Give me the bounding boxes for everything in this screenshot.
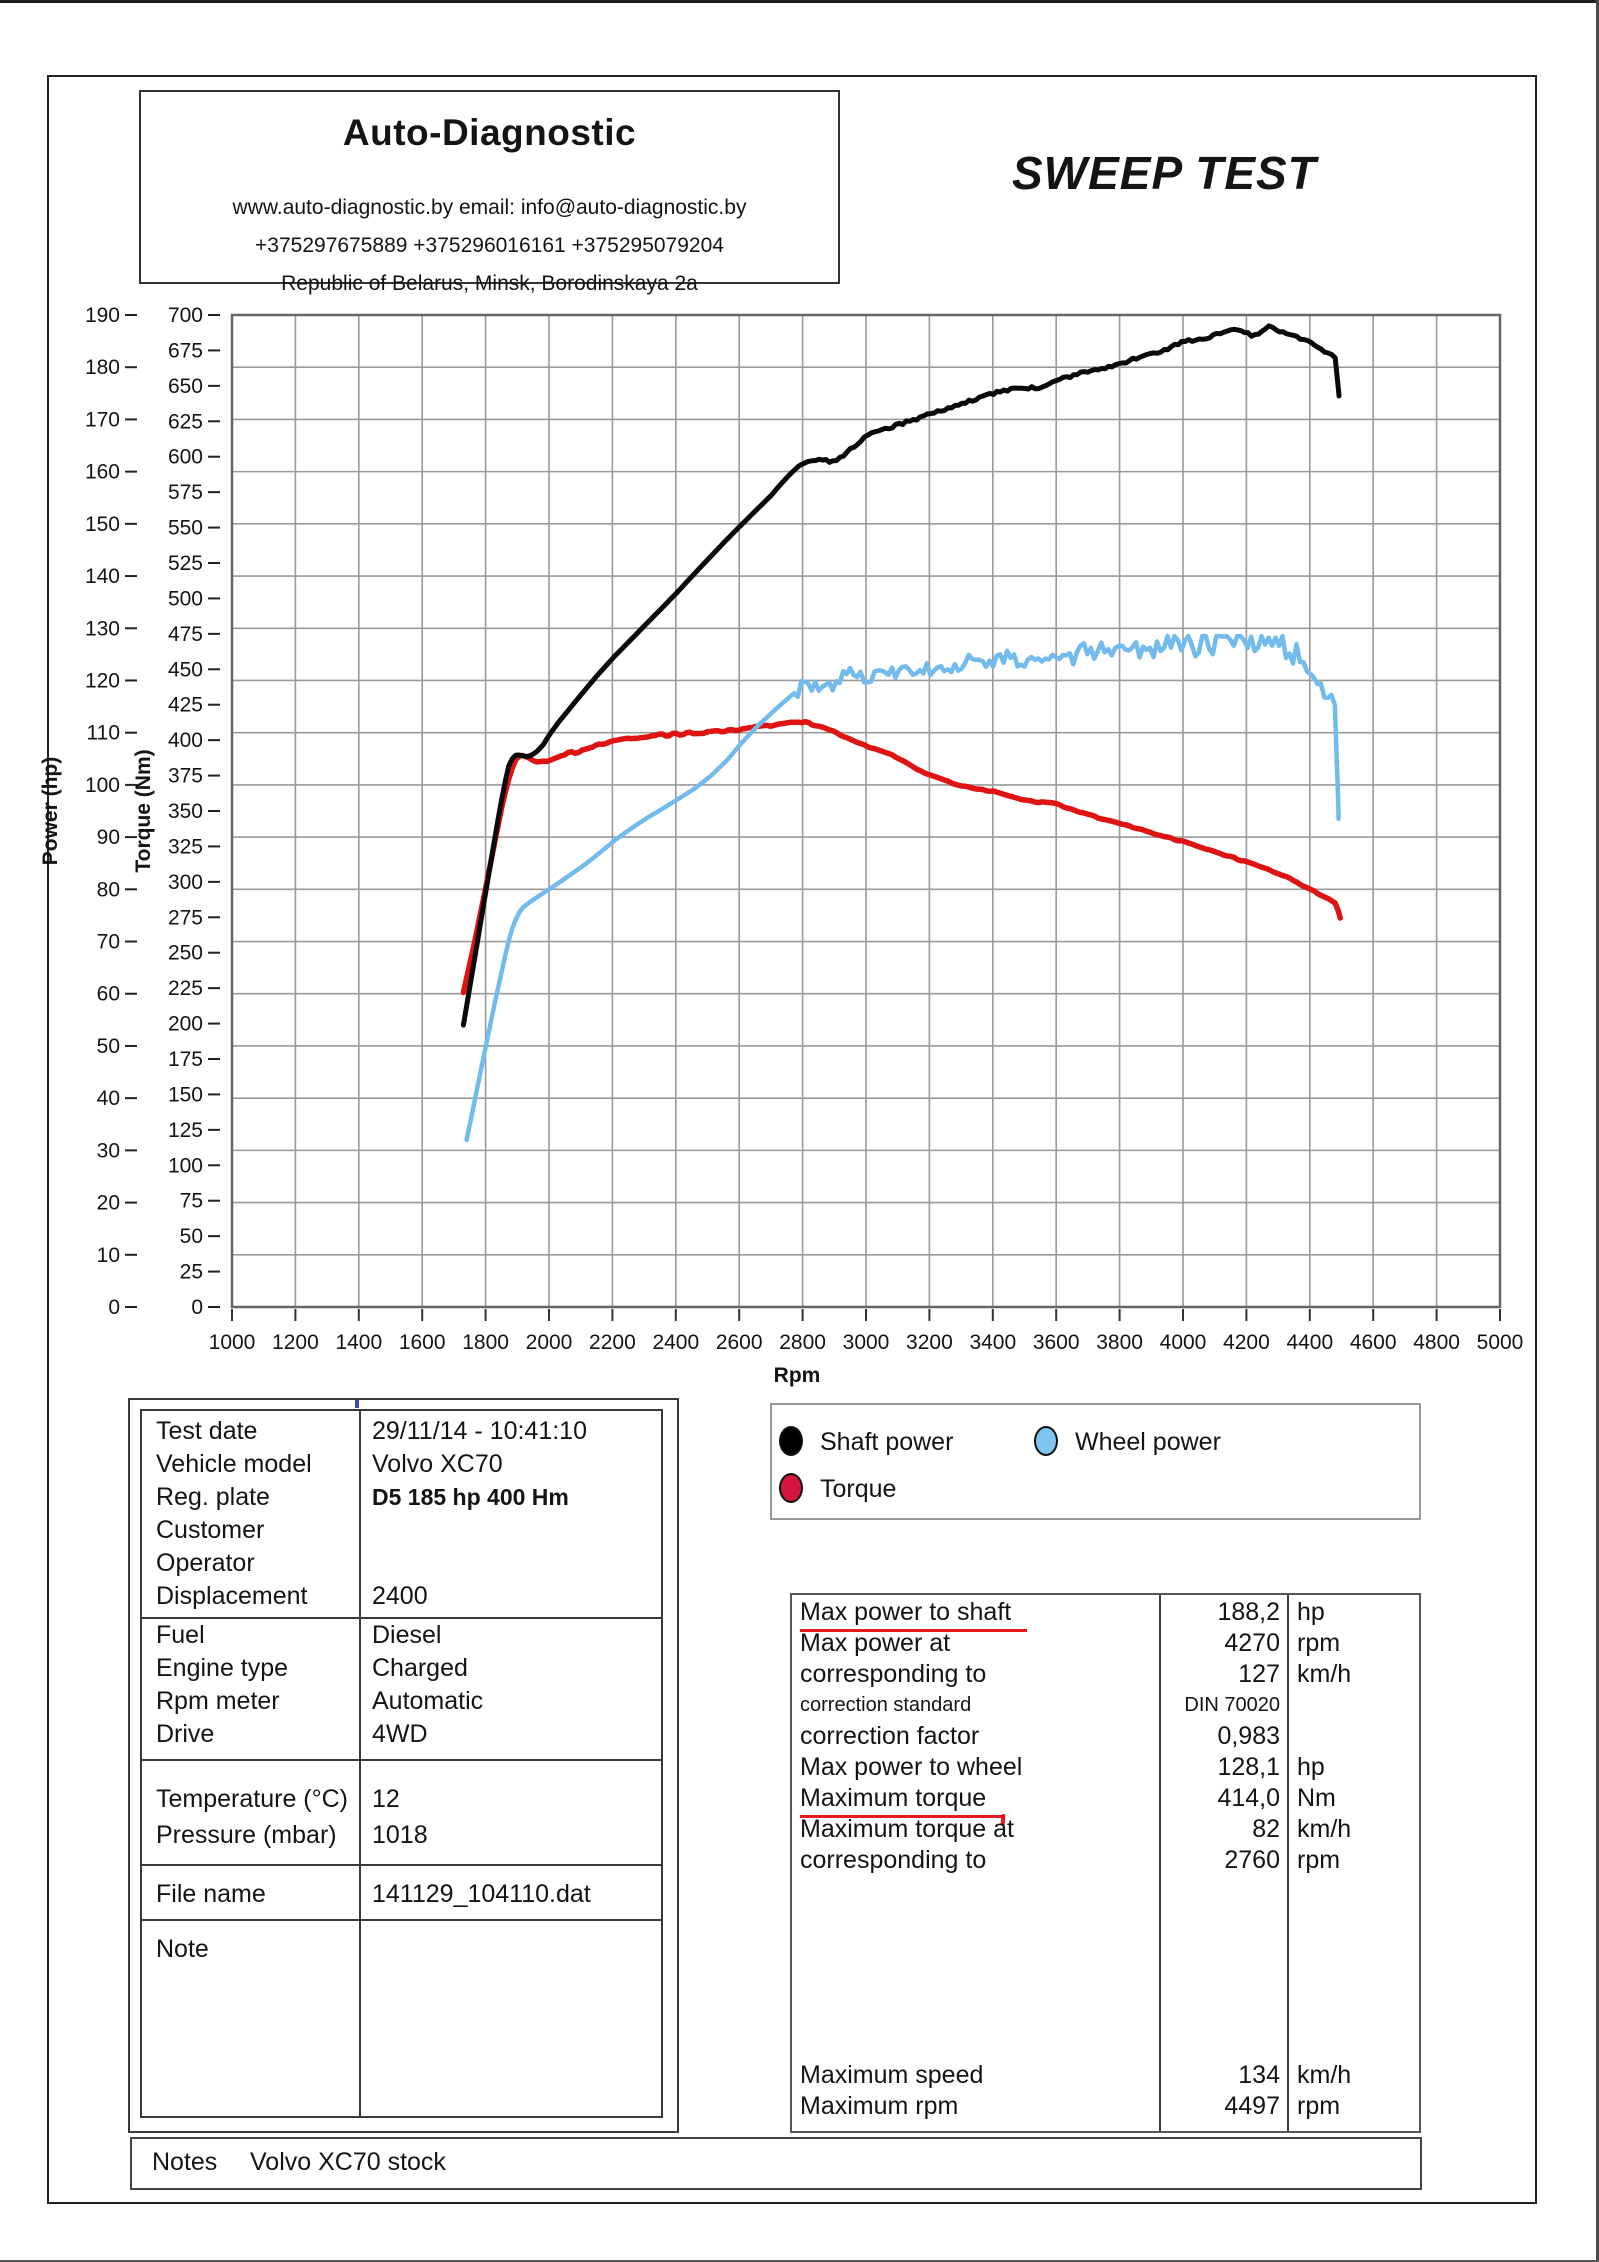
table-row — [142, 1448, 661, 1481]
result-unit: hp — [1297, 1753, 1325, 1781]
result-unit: km/h — [1297, 1815, 1352, 1843]
table-row — [792, 2060, 1419, 2091]
table-row — [792, 1814, 1419, 1845]
result-unit: Nm — [1297, 1784, 1336, 1812]
result-label: Max power at — [800, 1629, 951, 1657]
table-row — [142, 1718, 661, 1751]
x-tick-label: 3600 — [1032, 1331, 1080, 1354]
power-tick-label: 80 — [96, 878, 120, 902]
table-row — [142, 1481, 661, 1514]
power-axis-title: Power (hp) — [39, 756, 62, 866]
result-unit: rpm — [1297, 1846, 1341, 1874]
power-tick-label: 170 — [84, 408, 120, 432]
torque-tick-label: 575 — [167, 481, 203, 505]
info-label: Note — [156, 1935, 209, 1963]
table-row — [142, 1547, 661, 1580]
legend-marker-shaft-power — [779, 1426, 803, 1456]
info-group-divider — [142, 1759, 661, 1761]
x-tick-label: 4400 — [1286, 1331, 1334, 1354]
result-label: corresponding to — [800, 1660, 987, 1688]
table-row — [142, 1783, 661, 1816]
table-row — [792, 1597, 1419, 1628]
notes-value: Volvo XC70 stock — [250, 2148, 446, 2176]
result-value: 127 — [1238, 1660, 1280, 1688]
x-tick-label: 1400 — [335, 1331, 383, 1354]
torque-tick-label: 0 — [191, 1296, 203, 1319]
info-label: Displacement — [156, 1582, 308, 1610]
power-tick-label: 60 — [96, 982, 120, 1006]
result-label: Maximum torque at — [800, 1815, 1014, 1843]
x-tick-label: 3000 — [842, 1331, 890, 1354]
torque-tick-label: 50 — [179, 1225, 203, 1249]
torque-tick-label: 450 — [167, 658, 203, 682]
info-label: Reg. plate — [156, 1483, 270, 1511]
scan-artifact — [355, 1400, 359, 1408]
power-tick-label: 90 — [96, 826, 120, 850]
torque-tick-label: 350 — [167, 800, 203, 823]
info-group-divider — [142, 1864, 661, 1866]
result-label: Max power to wheel — [800, 1753, 1023, 1781]
x-tick-label: 2200 — [589, 1331, 636, 1354]
x-tick-label: 1000 — [208, 1331, 256, 1354]
x-tick-label: 3800 — [1096, 1331, 1143, 1354]
torque-tick-label: 75 — [179, 1189, 203, 1213]
table-row — [142, 1652, 661, 1685]
result-label: Maximum rpm — [800, 2092, 959, 2120]
power-tick-label: 140 — [84, 565, 120, 589]
power-tick-label: 150 — [84, 512, 120, 536]
torque-tick-label: 275 — [167, 906, 203, 930]
power-tick-label: 190 — [84, 304, 120, 327]
table-row — [792, 1659, 1419, 1690]
result-value: DIN 70020 — [1184, 1694, 1280, 1716]
info-label: Customer — [156, 1516, 265, 1544]
company-address: Republic of Belarus, Minsk, Borodinskaya 2a — [281, 272, 698, 295]
table-row — [792, 1845, 1419, 1876]
table-row — [792, 1721, 1419, 1752]
x-tick-label: 1600 — [398, 1331, 446, 1354]
info-label: Fuel — [156, 1621, 205, 1649]
table-row — [792, 1690, 1419, 1721]
torque-tick-label: 625 — [167, 410, 203, 434]
info-group-divider — [142, 1919, 661, 1921]
result-value: 82 — [1252, 1815, 1280, 1843]
result-label: correction factor — [800, 1722, 980, 1750]
torque-tick-label: 100 — [167, 1154, 203, 1178]
chart-legend — [770, 1403, 1421, 1520]
info-label: Temperature (°C) — [156, 1785, 348, 1813]
x-tick-label: 4000 — [1159, 1331, 1207, 1354]
info-label: Vehicle model — [156, 1450, 312, 1478]
result-label: Maximum speed — [800, 2061, 984, 2089]
result-value: 414,0 — [1217, 1784, 1280, 1812]
result-unit: rpm — [1297, 1629, 1341, 1657]
test-info-table — [140, 1409, 663, 2118]
table-row — [792, 1783, 1419, 1814]
info-label: Pressure (mbar) — [156, 1821, 337, 1849]
torque-tick-label: 200 — [167, 1012, 203, 1036]
table-row — [142, 1933, 661, 1966]
torque-tick-label: 550 — [167, 516, 203, 540]
power-tick-label: 160 — [84, 460, 120, 484]
legend-label: Shaft power — [820, 1428, 954, 1456]
report-title: SWEEP TEST — [1012, 147, 1317, 199]
test-info-box — [128, 1398, 679, 2133]
torque-tick-label: 125 — [167, 1118, 203, 1142]
power-tick-label: 70 — [96, 930, 120, 954]
result-unit: rpm — [1297, 2092, 1341, 2120]
torque-tick-label: 175 — [167, 1048, 203, 1071]
torque-tick-label: 150 — [167, 1083, 203, 1107]
company-phones: +375297675889 +375296016161 +375295079204 — [255, 234, 724, 257]
x-tick-label: 5000 — [1476, 1331, 1524, 1354]
x-tick-label: 1200 — [272, 1331, 319, 1354]
torque-tick-label: 700 — [167, 304, 203, 327]
info-value: 141129_104110.dat — [372, 1880, 591, 1908]
table-row — [142, 1580, 661, 1613]
notes-label: Notes — [152, 2148, 218, 2176]
legend-marker-wheel-power — [1034, 1426, 1058, 1456]
x-tick-label: 3200 — [906, 1331, 953, 1354]
power-tick-label: 30 — [96, 1139, 120, 1163]
table-row — [142, 1878, 661, 1911]
power-tick-label: 50 — [96, 1034, 120, 1058]
torque-tick-label: 525 — [167, 552, 203, 575]
torque-tick-label: 600 — [167, 445, 203, 469]
table-row — [142, 1819, 661, 1852]
table-row — [142, 1685, 661, 1718]
results-table — [790, 1593, 1421, 2133]
info-label: Engine type — [156, 1654, 289, 1682]
info-label: Test date — [156, 1417, 258, 1445]
info-value: 2400 — [372, 1582, 428, 1610]
torque-tick-label: 425 — [167, 693, 203, 717]
table-row — [792, 1628, 1419, 1659]
result-value: 188,2 — [1217, 1598, 1280, 1626]
power-tick-label: 40 — [96, 1087, 120, 1111]
result-label: Max power to shaft — [800, 1597, 1027, 1632]
info-value: Automatic — [372, 1687, 484, 1715]
info-value: 4WD — [372, 1720, 428, 1748]
result-value: 4270 — [1224, 1629, 1280, 1657]
info-value: Diesel — [372, 1621, 442, 1649]
result-value: 134 — [1238, 2061, 1280, 2089]
x-axis-title: Rpm — [773, 1364, 821, 1387]
power-tick-label: 120 — [84, 669, 120, 693]
result-value: 0,983 — [1217, 1722, 1280, 1750]
torque-tick-label: 675 — [167, 339, 203, 363]
x-tick-label: 4600 — [1349, 1331, 1397, 1354]
info-label: Operator — [156, 1549, 255, 1577]
curve-wheel-power — [467, 636, 1339, 1140]
x-tick-label: 1800 — [462, 1331, 509, 1354]
info-value: 12 — [372, 1785, 400, 1813]
table-row — [142, 1619, 661, 1652]
legend-label: Torque — [820, 1475, 897, 1503]
company-name: Auto-Diagnostic — [342, 112, 637, 153]
info-value: 1018 — [372, 1821, 428, 1849]
result-unit: km/h — [1297, 2061, 1352, 2089]
result-label: Maximum torque — [800, 1783, 1002, 1818]
table-row — [792, 2091, 1419, 2122]
torque-tick-label: 325 — [167, 835, 203, 859]
result-value: 2760 — [1224, 1846, 1280, 1874]
torque-tick-label: 250 — [167, 941, 203, 965]
torque-tick-label: 300 — [167, 870, 203, 894]
torque-tick-label: 400 — [167, 729, 203, 753]
torque-tick-label: 25 — [179, 1260, 203, 1284]
x-tick-label: 4800 — [1413, 1331, 1460, 1354]
power-tick-label: 10 — [96, 1243, 120, 1267]
legend-label: Wheel power — [1075, 1428, 1221, 1456]
table-row — [142, 1415, 661, 1448]
torque-tick-label: 475 — [167, 622, 203, 646]
torque-tick-label: 500 — [167, 587, 203, 611]
power-tick-label: 180 — [84, 356, 120, 380]
info-value: Volvo XC70 — [372, 1450, 503, 1478]
info-label: Rpm meter — [156, 1687, 280, 1715]
info-value: D5 185 hp 400 Hm — [372, 1484, 569, 1510]
info-label: Drive — [156, 1720, 215, 1748]
legend-marker-torque — [779, 1473, 803, 1503]
power-tick-label: 110 — [86, 721, 120, 745]
torque-tick-label: 650 — [167, 374, 203, 398]
table-row — [792, 1752, 1419, 1783]
x-tick-label: 2800 — [779, 1331, 826, 1354]
power-tick-label: 100 — [84, 773, 120, 797]
result-value: 128,1 — [1217, 1753, 1280, 1781]
notes-box — [130, 2137, 1422, 2190]
x-tick-label: 3400 — [969, 1331, 1017, 1354]
result-label: corresponding to — [800, 1846, 987, 1874]
table-row — [142, 1514, 661, 1547]
info-value: 29/11/14 - 10:41:10 — [372, 1417, 587, 1445]
x-tick-label: 2400 — [652, 1331, 700, 1354]
power-tick-label: 130 — [84, 617, 120, 641]
x-tick-label: 2000 — [525, 1331, 573, 1354]
power-tick-label: 20 — [96, 1191, 120, 1215]
x-tick-label: 4200 — [1223, 1331, 1270, 1354]
x-tick-label: 2600 — [715, 1331, 763, 1354]
torque-tick-label: 375 — [167, 764, 203, 788]
curve-shaft-power — [463, 326, 1339, 1025]
result-unit: hp — [1297, 1598, 1325, 1626]
result-unit: km/h — [1297, 1660, 1352, 1688]
result-label: correction standard — [800, 1694, 972, 1716]
power-tick-label: 0 — [108, 1296, 120, 1319]
result-value: 4497 — [1224, 2092, 1280, 2120]
info-label: File name — [156, 1880, 266, 1908]
torque-tick-label: 225 — [167, 977, 203, 1001]
company-website-email: www.auto-diagnostic.by email: info@auto-diagnostic.by — [232, 196, 747, 219]
torque-axis-title: Torque (Nm) — [132, 749, 155, 873]
info-value: Charged — [372, 1654, 468, 1682]
